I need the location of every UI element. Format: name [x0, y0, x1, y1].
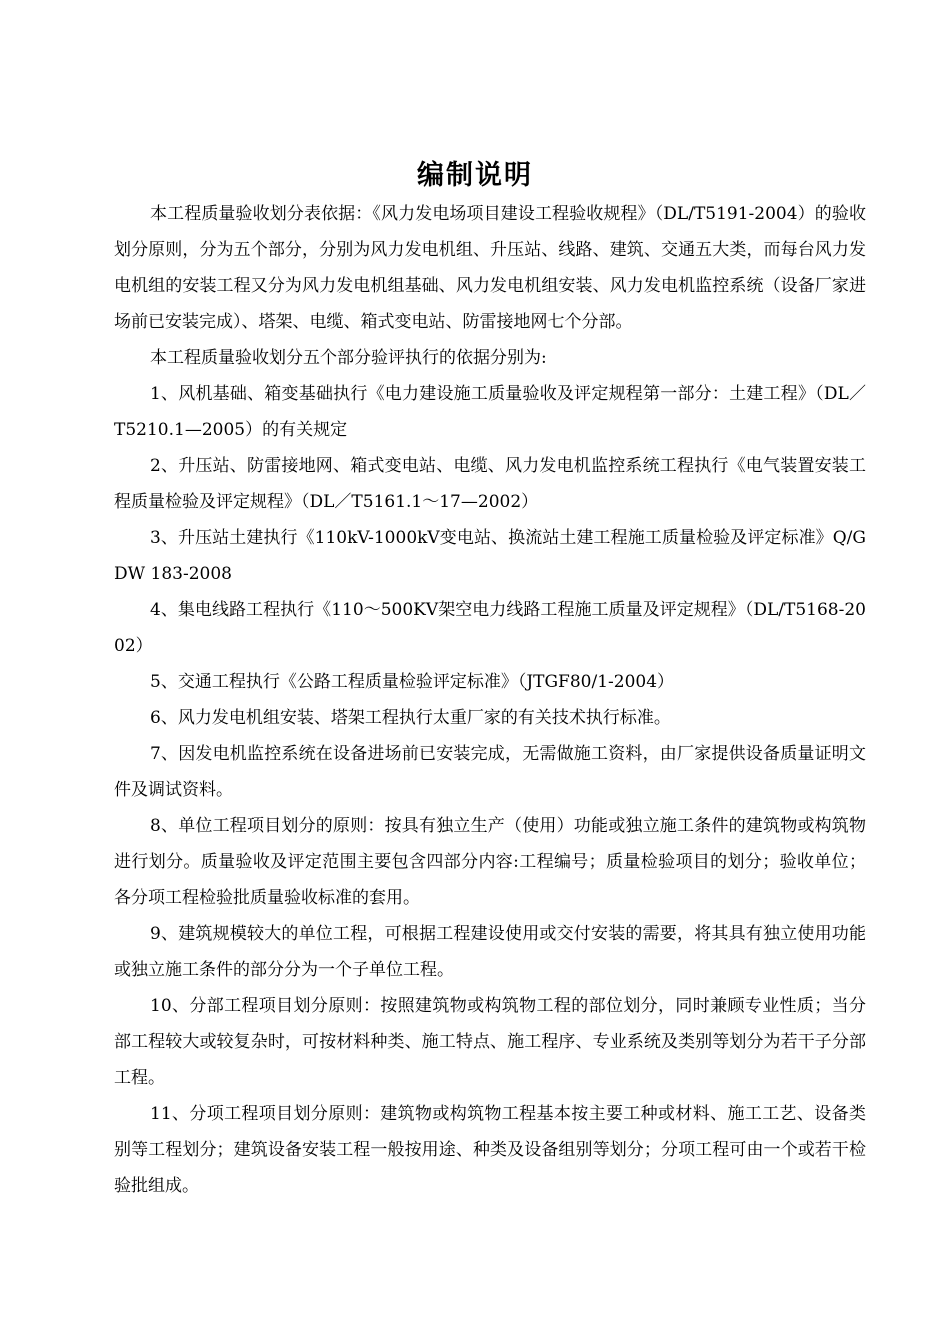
paragraph-item-7: 7、因发电机监控系统在设备进场前已安装完成，无需做施工资料，由厂家提供设备质量证明文件及调试资料。 — [114, 744, 866, 800]
document-title: 编制说明 — [417, 160, 533, 191]
paragraph-item-8: 8、单位工程项目划分的原则：按具有独立生产（使用）功能或独立施工条件的建筑物或构筑物进行划分。质量验收及评定范围主要包含四部分内容:工程编号；质量检验项目的划分；验收单位；各分项工程检验批质量验收标准的套用。 — [114, 816, 866, 908]
paragraph-item-5: 5、交通工程执行《公路工程质量检验评定标准》（JTGF80/1-2004） — [150, 672, 675, 692]
paragraph-item-1: 1、风机基础、箱变基础执行《电力建设施工质量验收及评定规程第一部分：土建工程》（DL／T5210.1—2005）的有关规定 — [114, 384, 866, 440]
paragraph-item-9: 9、建筑规模较大的单位工程，可根据工程建设使用或交付安装的需要，将其具有独立使用功能或独立施工条件的部分分为一个子单位工程。 — [114, 924, 866, 980]
paragraph-item-6: 6、风力发电机组安装、塔架工程执行太重厂家的有关技术执行标准。 — [150, 708, 671, 728]
document-body — [114, 196, 866, 1204]
paragraph-item-3: 3、升压站土建执行《110kV-1000kV变电站、换流站土建工程施工质量检验及评定标准》Q/GDW 183-2008 — [114, 528, 866, 584]
paragraph-basis: 本工程质量验收划分表依据：《风力发电场项目建设工程验收规程》（DL/T5191-2004）的验收划分原则，分为五个部分，分别为风力发电机组、升压站、线路、建筑、交通五大类，而每台风力发电机组的安装工程又分为风力发电机组基础、风力发电机组安装、风力发电机监控系统（设备厂家进场前已安装完成）、塔架、电缆、箱式变电站、防雷接地网七个分部。 — [114, 204, 866, 332]
paragraph-item-2: 2、升压站、防雷接地网、箱式变电站、电缆、风力发电机监控系统工程执行《电气装置安装工程质量检验及评定规程》（DL／T5161.1～17—2002） — [114, 456, 866, 512]
paragraph-item-11: 11、分项工程项目划分原则：建筑物或构筑物工程基本按主要工种或材料、施工工艺、设备类别等工程划分；建筑设备安装工程一般按用途、种类及设备组别等划分；分项工程可由一个或若干检验批组成。 — [114, 1104, 866, 1196]
paragraph-item-10: 10、分部工程项目划分原则：按照建筑物或构筑物工程的部位划分，同时兼顾专业性质；当分部工程较大或较复杂时，可按材料种类、施工特点、施工程序、专业系统及类别等划分为若干子分部工程。 — [114, 996, 866, 1088]
paragraph-intro: 本工程质量验收划分五个部分验评执行的依据分别为: — [150, 348, 547, 368]
paragraph-item-4: 4、集电线路工程执行《110～500KV架空电力线路工程施工质量及评定规程》（DL/T5168-2002） — [114, 600, 866, 656]
